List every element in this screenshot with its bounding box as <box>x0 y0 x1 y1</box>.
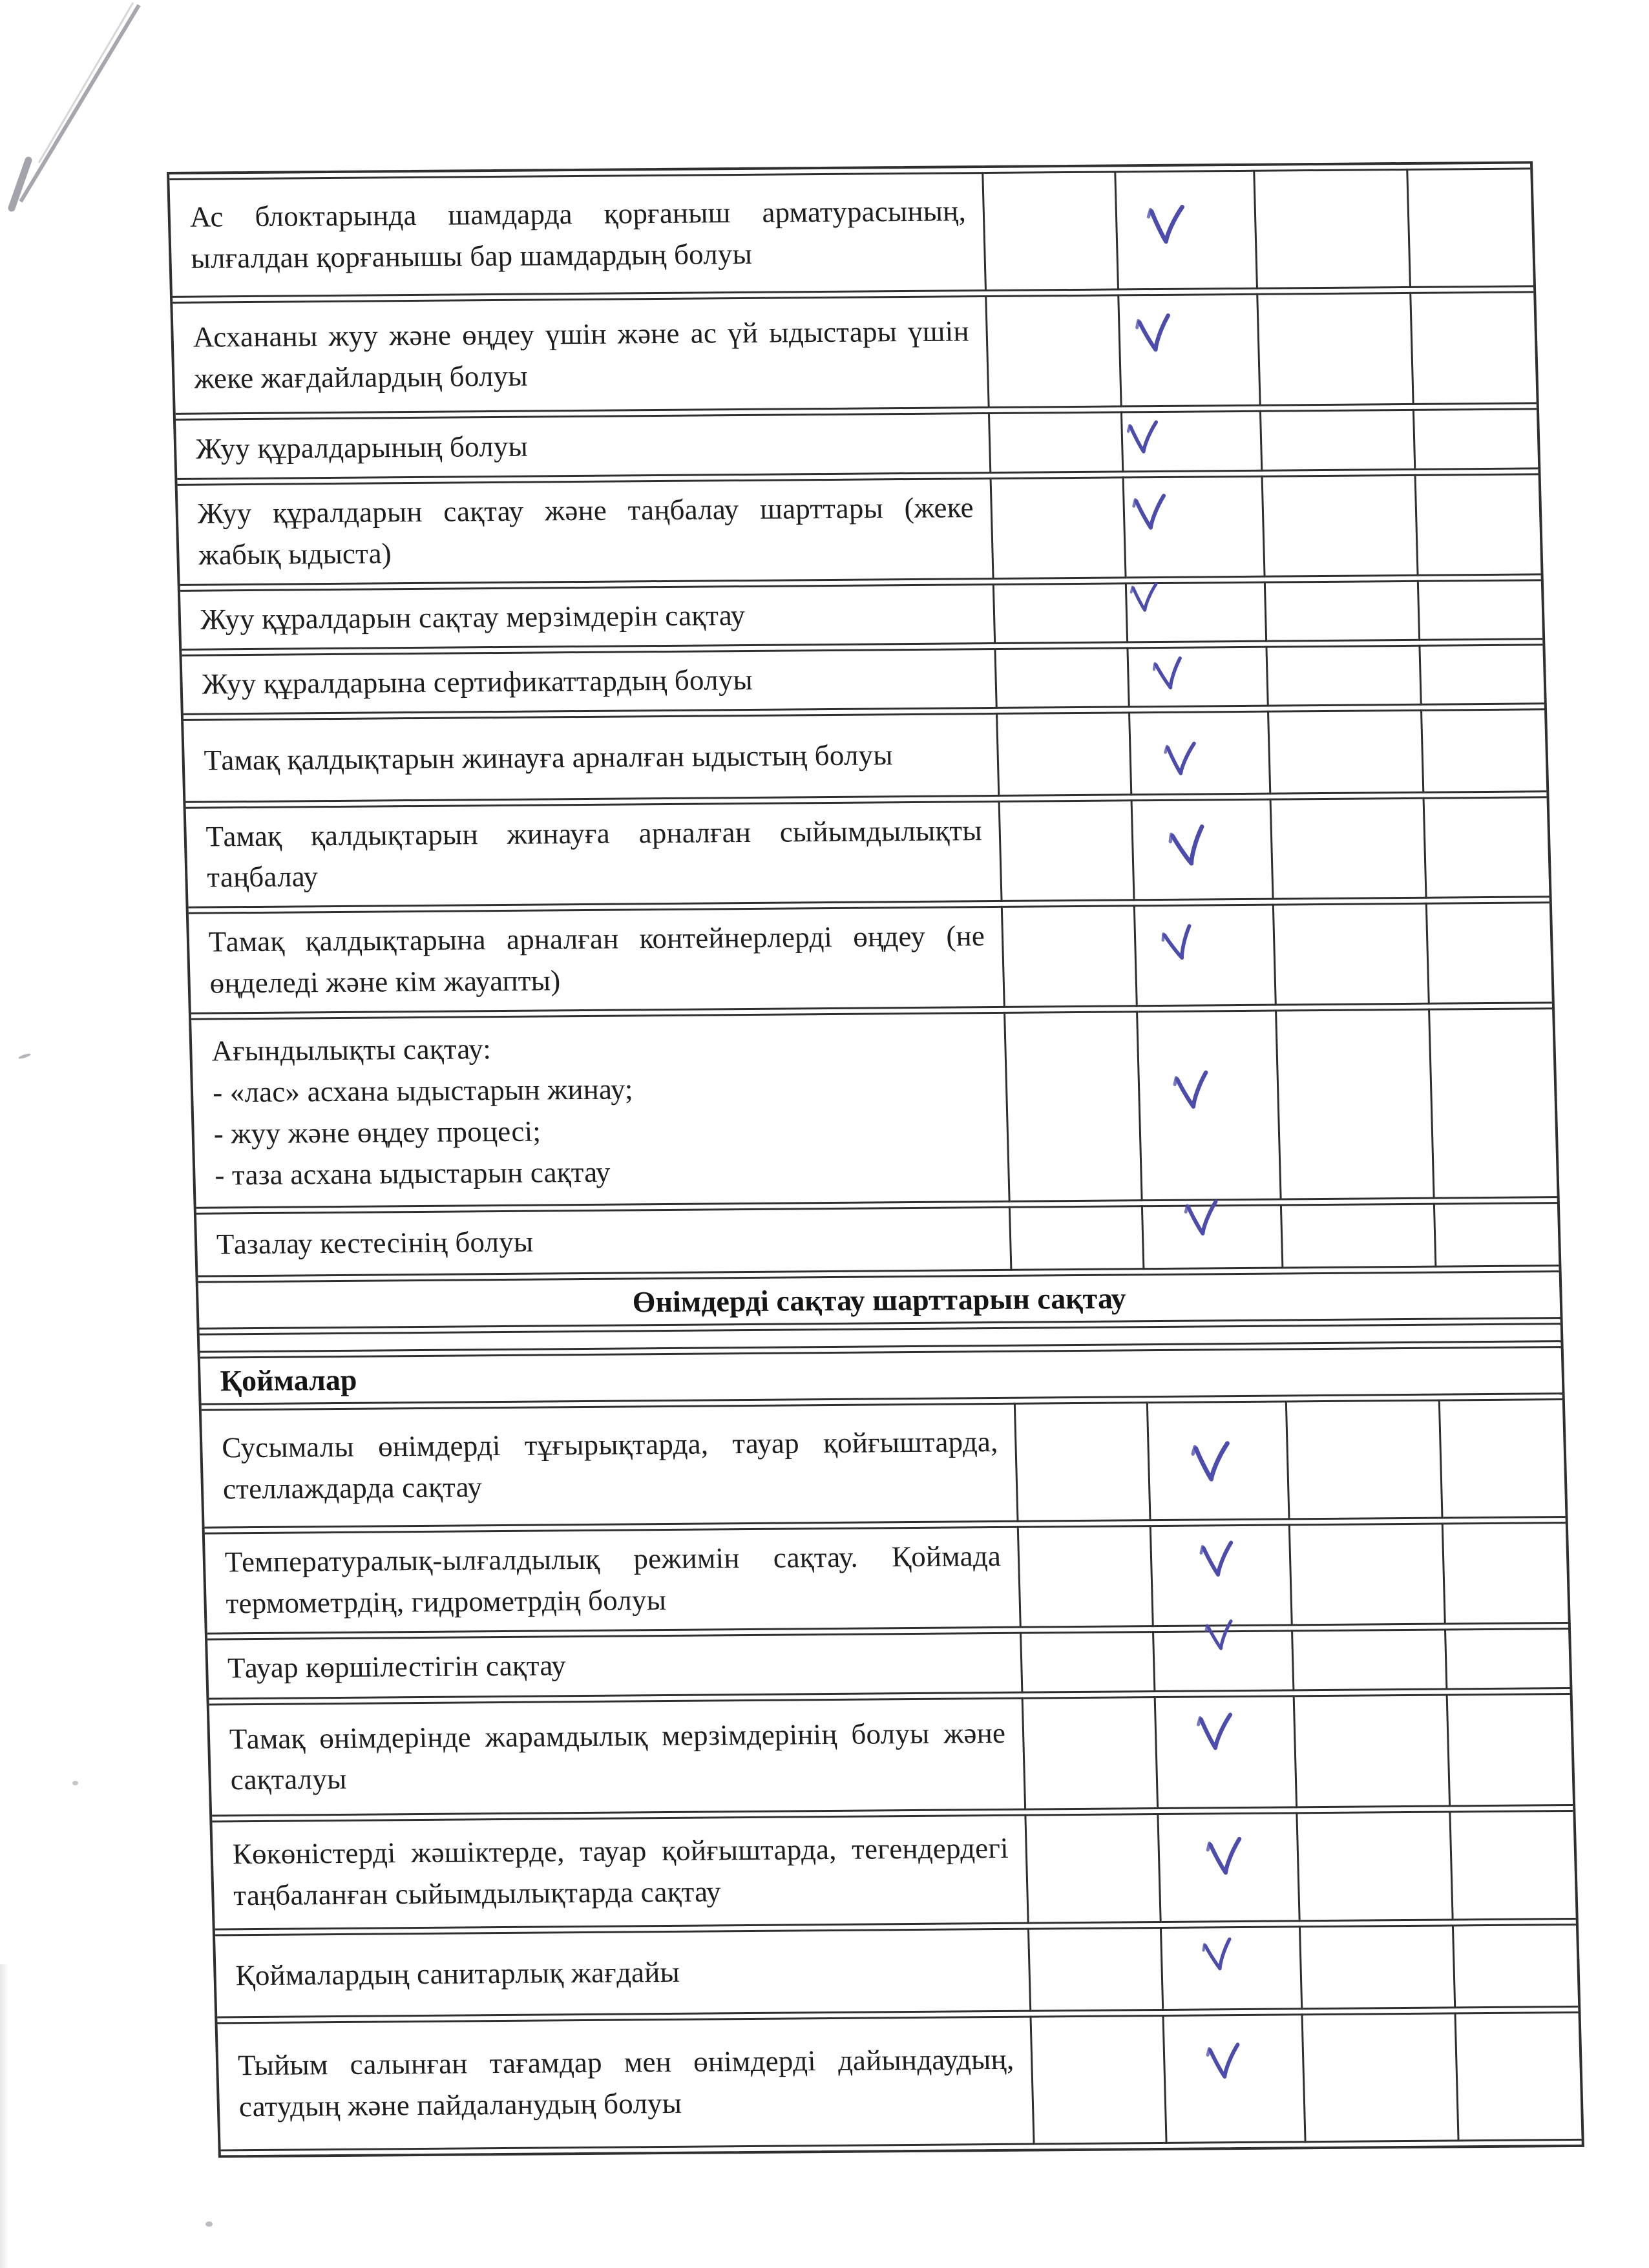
requirement-text: Сусымалы өнімдерді тұғырықтарда, тауар қойғыштарда, стеллаждарда сақтау <box>202 1403 1019 1529</box>
checkmark-icon <box>1160 737 1208 779</box>
table-row <box>196 1202 1559 1277</box>
table-row <box>186 796 1549 908</box>
mark-cell <box>1422 708 1546 793</box>
table-row <box>207 1628 1570 1700</box>
requirement-text: Жуу құралдарын сақтау және таңбалау шарттары (жеке жабық ыдыста) <box>178 478 994 586</box>
mark-cell <box>1287 1400 1444 1520</box>
mark-cell <box>1024 1696 1159 1811</box>
mark-cell <box>1119 293 1261 408</box>
checkmark-icon <box>1148 651 1196 695</box>
requirement-text: Тамақ қалдықтарына арналған контейнерлерді өңдеу (не өңделеді және кім жауапты) <box>189 906 1005 1014</box>
mark-cell <box>1440 1398 1566 1518</box>
scan-speck <box>72 1781 78 1785</box>
mark-cell <box>1293 1628 1447 1691</box>
mark-cell <box>1408 167 1533 288</box>
table-row <box>189 902 1552 1014</box>
mark-cell <box>1003 905 1138 1008</box>
mark-cell <box>1116 170 1258 291</box>
mark-cell <box>1128 646 1268 708</box>
mark-cell <box>1016 1402 1151 1522</box>
requirement-text: Жуу құралдарына сертификаттардың болуы <box>182 648 997 715</box>
checkmark-icon <box>1201 1832 1255 1880</box>
mark-cell <box>1029 1927 1164 2012</box>
mark-cell <box>1138 1010 1282 1202</box>
checkmark-icon <box>1130 308 1186 357</box>
mark-cell <box>1026 1813 1161 1924</box>
mark-cell <box>983 171 1119 291</box>
mark-cell <box>1263 474 1419 578</box>
mark-cell <box>1269 709 1424 794</box>
requirement-text: Температуралық-ылғалдылық режимін сақтау. Қоймада термометрдің, гидрометрдің болуы <box>205 1526 1022 1635</box>
table-row <box>191 1007 1557 1208</box>
table-row <box>178 473 1541 585</box>
checkmark-icon <box>1201 2038 1253 2083</box>
mark-cell <box>1122 410 1263 473</box>
checklist-sheet <box>167 161 1584 2158</box>
checkmark-icon <box>1186 1436 1244 1486</box>
mark-cell <box>1258 292 1414 406</box>
mark-cell <box>1159 1812 1300 1923</box>
mark-cell <box>1435 1202 1559 1267</box>
mark-cell <box>1448 1693 1573 1807</box>
mark-cell <box>998 711 1132 797</box>
mark-cell <box>1420 644 1544 705</box>
mark-cell <box>1277 1009 1435 1201</box>
checkmark-icon <box>1195 1536 1246 1581</box>
subsection-header-row <box>200 1346 1562 1405</box>
scanner-streak-artifact <box>0 0 181 246</box>
mark-cell <box>1031 2015 1167 2145</box>
mark-cell <box>1255 169 1411 289</box>
mark-cell <box>1297 1811 1453 1922</box>
mark-cell <box>1430 1007 1557 1199</box>
section-header: Өнімдерді сақтау шарттарын сақтау <box>198 1270 1560 1330</box>
requirement-text: Жуу құралдарын сақтау мерзімдерін сақтау <box>180 583 996 651</box>
mark-cell <box>1019 1525 1154 1628</box>
mark-cell <box>1282 1203 1437 1269</box>
table-row <box>180 579 1542 650</box>
mark-cell <box>1156 1695 1298 1809</box>
table-row <box>173 291 1536 415</box>
mark-cell <box>1130 710 1271 795</box>
requirement-text: Тыйым салынған тағамдар мен өнімдерді дайындаудың, сатудың және пайдаланудың болуы <box>217 2015 1035 2151</box>
table-row <box>176 408 1538 480</box>
mark-cell <box>1451 1810 1575 1920</box>
subsection-header: Қоймалар <box>200 1346 1562 1405</box>
mark-cell <box>996 647 1129 708</box>
table-row <box>169 167 1533 298</box>
mark-cell <box>1135 904 1277 1007</box>
mark-cell <box>1267 644 1422 706</box>
mark-cell <box>1290 1523 1446 1626</box>
mark-cell <box>990 411 1124 474</box>
mark-cell <box>1416 473 1541 576</box>
requirement-text: Ағындылықты сақтау: - «лас» асхана ыдыстарын жинау; - жуу және өңдеу процесі; - таза асхана ыдыстарын сақтау <box>191 1012 1011 1209</box>
mark-cell <box>1143 1204 1284 1270</box>
checkmark-icon <box>1126 578 1168 615</box>
mark-cell <box>987 294 1122 408</box>
mark-cell <box>992 476 1127 579</box>
requirement-text: Көкөністерді жәшіктерде, тауар қойғыштарда, тегендердегі таңбаланған сыйымдылықтарда сақтау <box>212 1814 1029 1931</box>
mark-cell <box>1456 2011 1581 2141</box>
scan-speck <box>18 1053 32 1060</box>
mark-cell <box>1000 799 1135 902</box>
mark-cell <box>1274 903 1430 1006</box>
mark-cell <box>1301 1924 1456 2010</box>
mark-cell <box>1444 1522 1568 1624</box>
table-row <box>205 1522 1568 1634</box>
requirement-text: Тамақ қалдықтарын жинауға арналған сыйымдылықты таңбалау <box>186 800 1003 908</box>
mark-cell <box>1164 2013 1306 2144</box>
mark-cell <box>1011 1205 1145 1271</box>
table-row <box>217 2011 1581 2152</box>
checkmark-icon <box>1122 416 1170 457</box>
mark-cell <box>1414 408 1538 470</box>
checkmark-icon <box>1128 489 1179 534</box>
table-row <box>215 1924 1578 2019</box>
mark-cell <box>1133 798 1274 901</box>
mark-cell <box>1005 1011 1143 1202</box>
requirement-text: Тамақ өнімдерінде жарамдылық мерзімдерінің болуы және сақталуы <box>209 1697 1027 1817</box>
mark-cell <box>1124 476 1266 578</box>
checkmark-icon <box>1197 1933 1246 1976</box>
section-header-row <box>198 1270 1560 1330</box>
mark-cell <box>1127 581 1267 643</box>
mark-cell <box>1411 291 1537 404</box>
table-row <box>182 644 1544 715</box>
checkmark-icon <box>1179 1195 1231 1240</box>
requirement-text: Асхананы жуу және өңдеу үшін және ас үй ыдыстары үшін жеке жағдайлардың болуы <box>173 295 990 415</box>
mark-cell <box>994 582 1128 644</box>
mark-cell <box>1022 1631 1155 1694</box>
mark-cell <box>1446 1628 1570 1690</box>
mark-cell <box>1162 1926 1303 2011</box>
mark-cell <box>1261 409 1416 472</box>
mark-cell <box>1148 1401 1290 1522</box>
checklist-table <box>169 163 1582 2155</box>
checkmark-icon <box>1142 200 1197 247</box>
table-row <box>212 1810 1575 1931</box>
checkmark-icon <box>1201 1615 1245 1655</box>
mark-cell <box>1424 796 1549 899</box>
table-row <box>202 1398 1566 1529</box>
scan-edge-shadow <box>0 1964 9 2268</box>
requirement-text: Ас блоктарында шамдарда қорғаныш арматурасының, ылғалдан қорғанышы бар шамдардың болуы <box>169 172 987 298</box>
requirement-text: Қоймалардың санитарлық жағдайы <box>215 1928 1031 2019</box>
mark-cell <box>1295 1694 1451 1808</box>
mark-cell <box>1266 580 1420 642</box>
checkmark-icon <box>1162 819 1223 874</box>
requirement-text: Тауар көршілестігін сақтау <box>207 1632 1023 1700</box>
checkmark-icon <box>1192 1708 1245 1755</box>
requirement-text: Тамақ қалдықтарын жинауға арналған ыдыстың болуы <box>184 712 1000 803</box>
mark-cell <box>1427 902 1552 1005</box>
table-row <box>184 708 1546 803</box>
mark-cell <box>1154 1630 1294 1692</box>
scan-speck <box>205 2221 213 2227</box>
requirement-text: Жуу құралдарының болуы <box>176 412 991 480</box>
requirement-text: Тазалау кестесінің болуы <box>196 1206 1013 1277</box>
checkmark-icon <box>1168 1065 1223 1114</box>
mark-cell <box>1454 1924 1578 2008</box>
mark-cell <box>1303 2012 1459 2143</box>
checkmark-icon <box>1155 918 1208 967</box>
mark-cell <box>1151 1524 1293 1627</box>
mark-cell <box>1272 797 1427 900</box>
mark-cell <box>1419 579 1542 640</box>
table-row <box>209 1693 1573 1817</box>
